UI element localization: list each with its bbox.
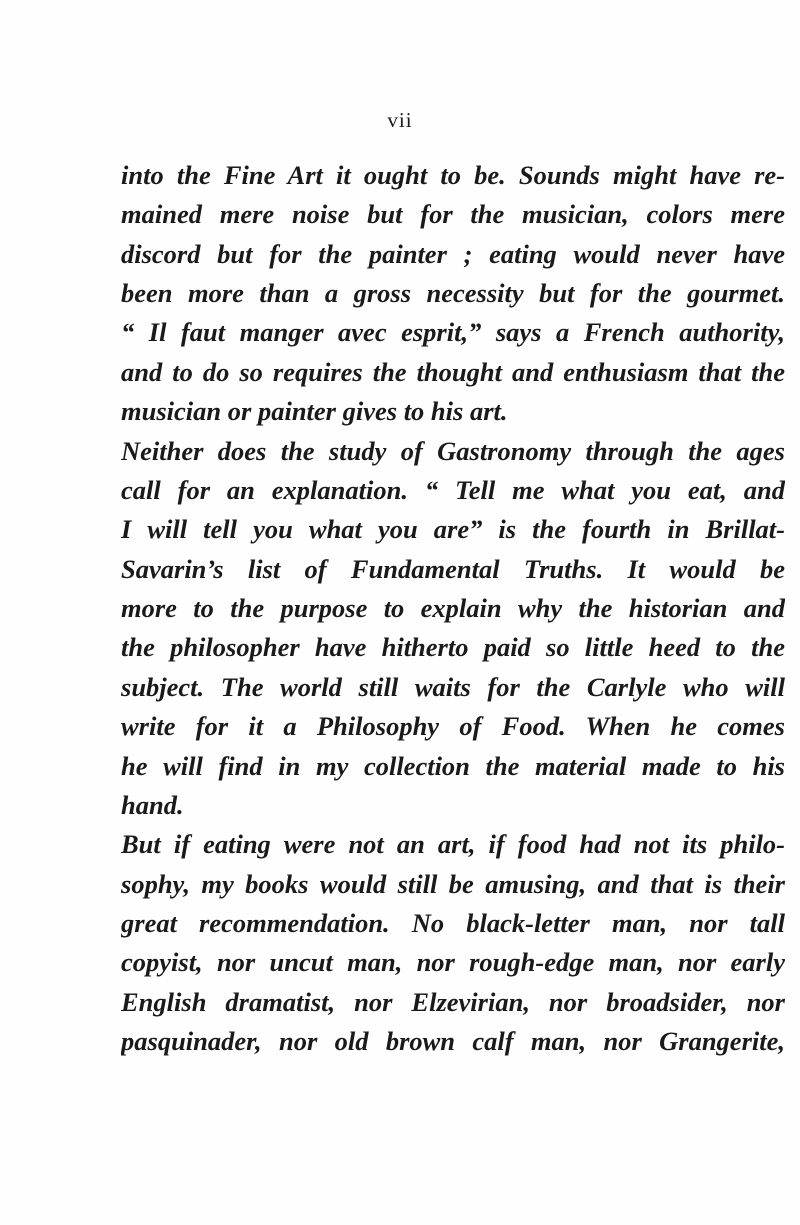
text-line: sophy, my books would still be amusing, and that is their	[121, 869, 785, 899]
text-line: I will tell you what you are” is the fourth in Brillat-	[121, 514, 785, 544]
text-line: call for an explanation. “ Tell me what you eat, and	[121, 475, 785, 505]
text-line: Neither does the study of Gastronomy through the ages	[121, 436, 785, 466]
text-line: the philosopher have hitherto paid so little heed to the	[121, 632, 785, 662]
text-line: great recommendation. No black-letter man, nor tall	[121, 908, 785, 938]
text-line: But if eating were not an art, if food had not its philo-	[121, 829, 785, 859]
text-line: more to the purpose to explain why the historian and	[121, 593, 785, 623]
text-line: copyist, nor uncut man, nor rough-edge man, nor early	[121, 947, 785, 977]
text-line: “ Il faut manger avec esprit,” says a French authority,	[121, 317, 785, 347]
text-line: Savarin’s list of Fundamental Truths. It would be	[121, 554, 785, 584]
text-line: discord but for the painter ; eating would never have	[121, 239, 785, 269]
text-line: write for it a Philosophy of Food. When he comes	[121, 711, 785, 741]
text-line: English dramatist, nor Elzevirian, nor broadsider, nor	[121, 987, 785, 1017]
text-line: mained mere noise but for the musician, colors mere	[121, 199, 785, 229]
text-line: hand.	[121, 790, 184, 820]
text-line: been more than a gross necessity but for the gourmet.	[121, 278, 785, 308]
text-line: subject. The world still waits for the Carlyle who will	[121, 672, 785, 702]
text-line: and to do so requires the thought and enthusiasm that the	[121, 357, 785, 387]
text-line: pasquinader, nor old brown calf man, nor Grangerite,	[121, 1026, 785, 1056]
text-line: musician or painter gives to his art.	[121, 396, 508, 426]
text-line: into the Fine Art it ought to be. Sounds might have re-	[121, 160, 785, 190]
text-line: he will find in my collection the material made to his	[121, 751, 785, 781]
page-number: vii	[387, 108, 413, 132]
